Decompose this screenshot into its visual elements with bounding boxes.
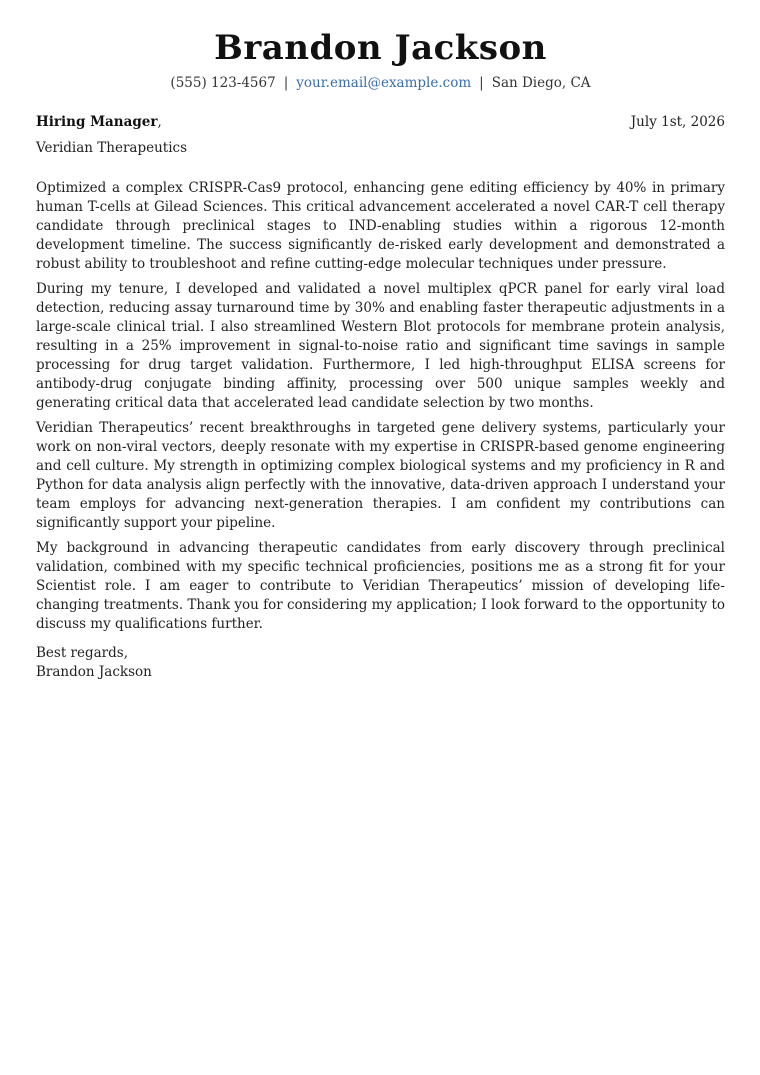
contact-line (36, 74, 725, 92)
closing-block (36, 644, 725, 682)
recipient-greeting (36, 113, 162, 131)
signature-name: Brandon Jackson (36, 664, 152, 680)
body-paragraph: Optimized a complex CRISPR-Cas9 protocol, enhancing gene editing efficiency by 40% in primary human T-cells at Gilead Sciences. This critical advancement accelerated a novel CAR-T cell therapy candidate through preclinical stages to IND-enabling studies within a rigorous 12-month development timeline. The success significantly de-risked early development and demonstrated a robust ability to troubleshoot and refine cutting-edge molecular techniques under pressure. (36, 180, 725, 272)
applicant-name: Brandon Jackson (214, 28, 547, 68)
recipient-company: Veridian Therapeutics (36, 140, 188, 156)
body-paragraph: My background in advancing therapeutic candidates from early discovery through preclinical validation, combined with my specific technical proficiencies, positions me as a strong fit for your Scientist role. I am eager to contribute to Veridian Therapeutics’ mission of developing life-changing treatments. Thank you for considering my application; I look forward to the opportunity to discuss my qualifications further. (36, 540, 725, 632)
location: San Diego, CA (491, 75, 591, 91)
separator: | (479, 75, 484, 91)
email-link[interactable]: your.email@example.com (296, 75, 472, 91)
body-paragraph: During my tenure, I developed and validated a novel multiplex qPCR panel for early viral load detection, reducing assay turnaround time by 30% and enabling faster therapeutic adjustments in a large-scale clinical trial. I also streamlined Western Blot protocols for membrane protein analysis, resulting in a 25% improvement in signal-to-noise ratio and significant time savings in sample processing for drug target validation. Furthermore, I led high-throughput ELISA screens for antibody-drug conjugate binding affinity, processing over 500 unique samples weekly and generating critical data that accelerated lead candidate selection by two months. (36, 281, 725, 411)
letter-body (36, 179, 725, 634)
cover-letter-page (36, 0, 725, 682)
phone-number: (555) 123-4567 (170, 75, 276, 91)
closing-salutation: Best regards, (36, 645, 129, 661)
recipient-title-suffix: , (157, 114, 162, 130)
body-paragraph: Veridian Therapeutics’ recent breakthroughs in targeted gene delivery systems, particularly your work on non-viral vectors, deeply resonate with my expertise in CRISPR-based genome engineering and cell culture. My strength in optimizing complex biological systems and my proficiency in R and Python for data analysis align perfectly with the innovative, data-driven approach I understand your team employs for advancing next-generation therapies. I am confident my contributions can significantly support your pipeline. (36, 420, 725, 531)
recipient-title: Hiring Manager (36, 114, 158, 130)
letter-date: July 1st, 2026 (630, 114, 725, 130)
separator: | (283, 75, 289, 91)
recipient-row (36, 113, 725, 131)
